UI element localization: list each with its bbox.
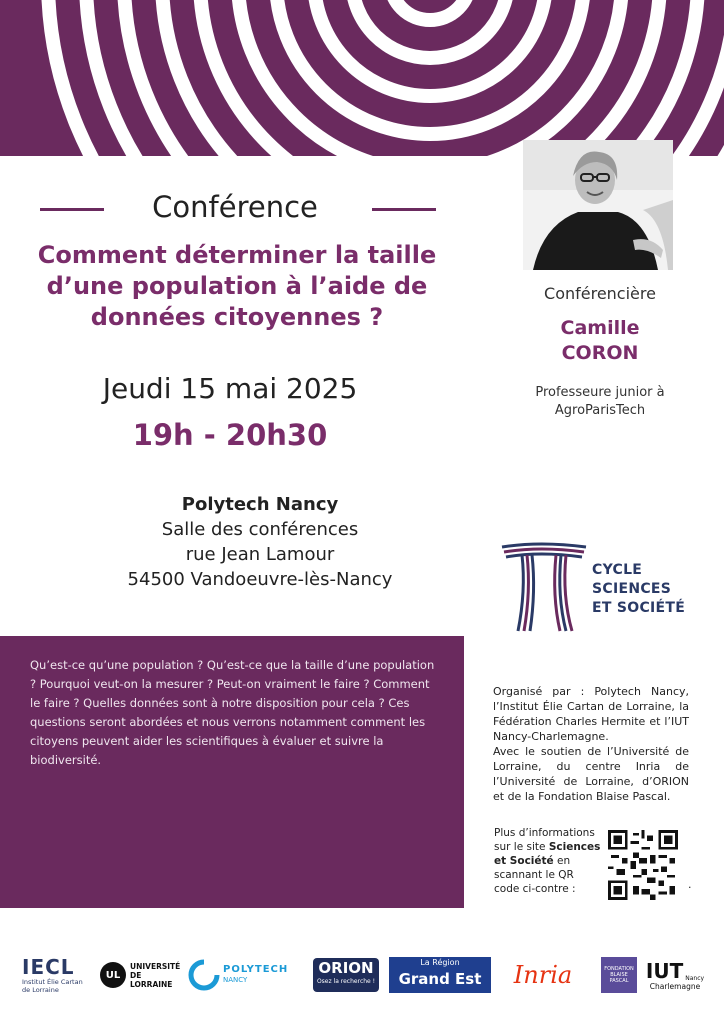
speaker-name bbox=[490, 316, 710, 366]
region-grand-est-logo bbox=[388, 950, 492, 1000]
event-type: Conférence bbox=[152, 190, 318, 224]
iecl-logo bbox=[22, 950, 94, 1000]
cycle-wordmark bbox=[592, 561, 685, 618]
venue-city: 54500 Vandoeuvre-lès-Nancy bbox=[127, 569, 393, 590]
iecl-mark: IECL bbox=[22, 955, 75, 979]
speaker-first-name: Camille bbox=[560, 317, 640, 339]
orion-text2: Osez la recherche ! bbox=[316, 978, 376, 985]
cycle-pi-icon bbox=[500, 541, 590, 633]
universite-lorraine-logo bbox=[100, 950, 182, 1000]
inria-logo bbox=[500, 950, 586, 1000]
fondation-blaise-pascal-logo bbox=[600, 950, 638, 1000]
fbp-text2: BLAISE bbox=[610, 972, 628, 978]
event-time: 19h - 20h30 bbox=[132, 418, 328, 452]
inria-text: Inria bbox=[513, 961, 573, 989]
polytech-nancy-logo bbox=[188, 950, 304, 1000]
header-banner bbox=[0, 0, 724, 156]
speaker-role: Conférencière bbox=[544, 284, 656, 303]
venue-name: Polytech Nancy bbox=[181, 494, 339, 515]
more-info-prefix: Plus d’informations sur le site bbox=[494, 827, 595, 853]
iecl-sub1: Institut Élie Cartan bbox=[22, 978, 83, 986]
region-text1: La Région bbox=[420, 958, 460, 967]
speaker-position-line2: AgroParisTech bbox=[554, 403, 646, 418]
orion-text1: ORION bbox=[318, 959, 374, 977]
iut-text1: IUT bbox=[645, 958, 684, 983]
support-text: Avec le soutien de l’Université de Lorraine, du centre Inria de l’Université de Lorraine, d’ORION et de la Fondation Blaise Pascal. bbox=[493, 745, 689, 803]
iut-charlemagne-logo bbox=[645, 950, 705, 1000]
polytech-text2: NANCY bbox=[223, 976, 248, 984]
qr-code[interactable] bbox=[608, 830, 678, 900]
venue-block bbox=[80, 492, 440, 592]
orion-logo bbox=[312, 950, 380, 1000]
more-info-site[interactable]: Sciences et Société bbox=[494, 841, 601, 867]
iut-text2: Nancy bbox=[685, 974, 705, 982]
ul-text1: UNIVERSITÉ bbox=[130, 961, 181, 971]
more-info bbox=[494, 826, 602, 896]
organized-by: Organisé par : Polytech Nancy, l’Institut Élie Cartan de Lorraine, la Fédération Charles Hermite et l’IUT Nancy-Charlemagne. bbox=[493, 685, 689, 743]
event-title: Comment déterminer la taille d’une population à l’aide de données citoyennes ? bbox=[37, 241, 437, 331]
venue-street: rue Jean Lamour bbox=[185, 544, 335, 565]
polytech-text1: POLYTECH bbox=[223, 964, 289, 975]
region-text2: Grand Est bbox=[398, 970, 482, 988]
ul-mark: UL bbox=[100, 962, 126, 988]
cycle-line2: SCIENCES bbox=[592, 581, 672, 597]
fbp-text1: FONDATION bbox=[604, 966, 634, 972]
cycle-line1: CYCLE bbox=[592, 562, 643, 578]
speaker-last-name: CORON bbox=[561, 342, 639, 364]
event-description: Qu’est-ce qu’une population ? Qu’est-ce que la taille d’une population ? Pourquoi veut-on la mesurer ? Peut-on vraiment le faire ? Comment le faire ? Quelles données sont à notre disposition pour cela ? Ces questions seront abordées et nous verrons notamment comment les citoyens peuvent aider les scientifiques à évaluer et suivre la biodiversité. bbox=[30, 658, 435, 767]
more-info-suffix: en scannant le QR code ci-contre : bbox=[494, 855, 576, 895]
event-date: Jeudi 15 mai 2025 bbox=[102, 372, 358, 405]
venue-room: Salle des conférences bbox=[161, 519, 359, 540]
concentric-arcs-decoration bbox=[0, 0, 724, 156]
iut-text3: Charlemagne bbox=[649, 981, 701, 991]
speaker-photo bbox=[523, 140, 673, 270]
speaker-position bbox=[490, 384, 710, 420]
speaker-position-line1: Professeure junior à bbox=[535, 385, 665, 400]
polytech-swirl-icon bbox=[188, 959, 220, 991]
trailing-dot: . bbox=[688, 878, 692, 891]
cycle-sciences-societe-logo bbox=[500, 541, 710, 633]
fbp-text3: PASCAL bbox=[609, 978, 629, 984]
organizers-block bbox=[493, 684, 689, 804]
cycle-line3: ET SOCIÉTÉ bbox=[592, 600, 686, 616]
ul-text2: DE LORRAINE bbox=[130, 970, 173, 989]
iecl-sub2: de Lorraine bbox=[22, 986, 59, 994]
